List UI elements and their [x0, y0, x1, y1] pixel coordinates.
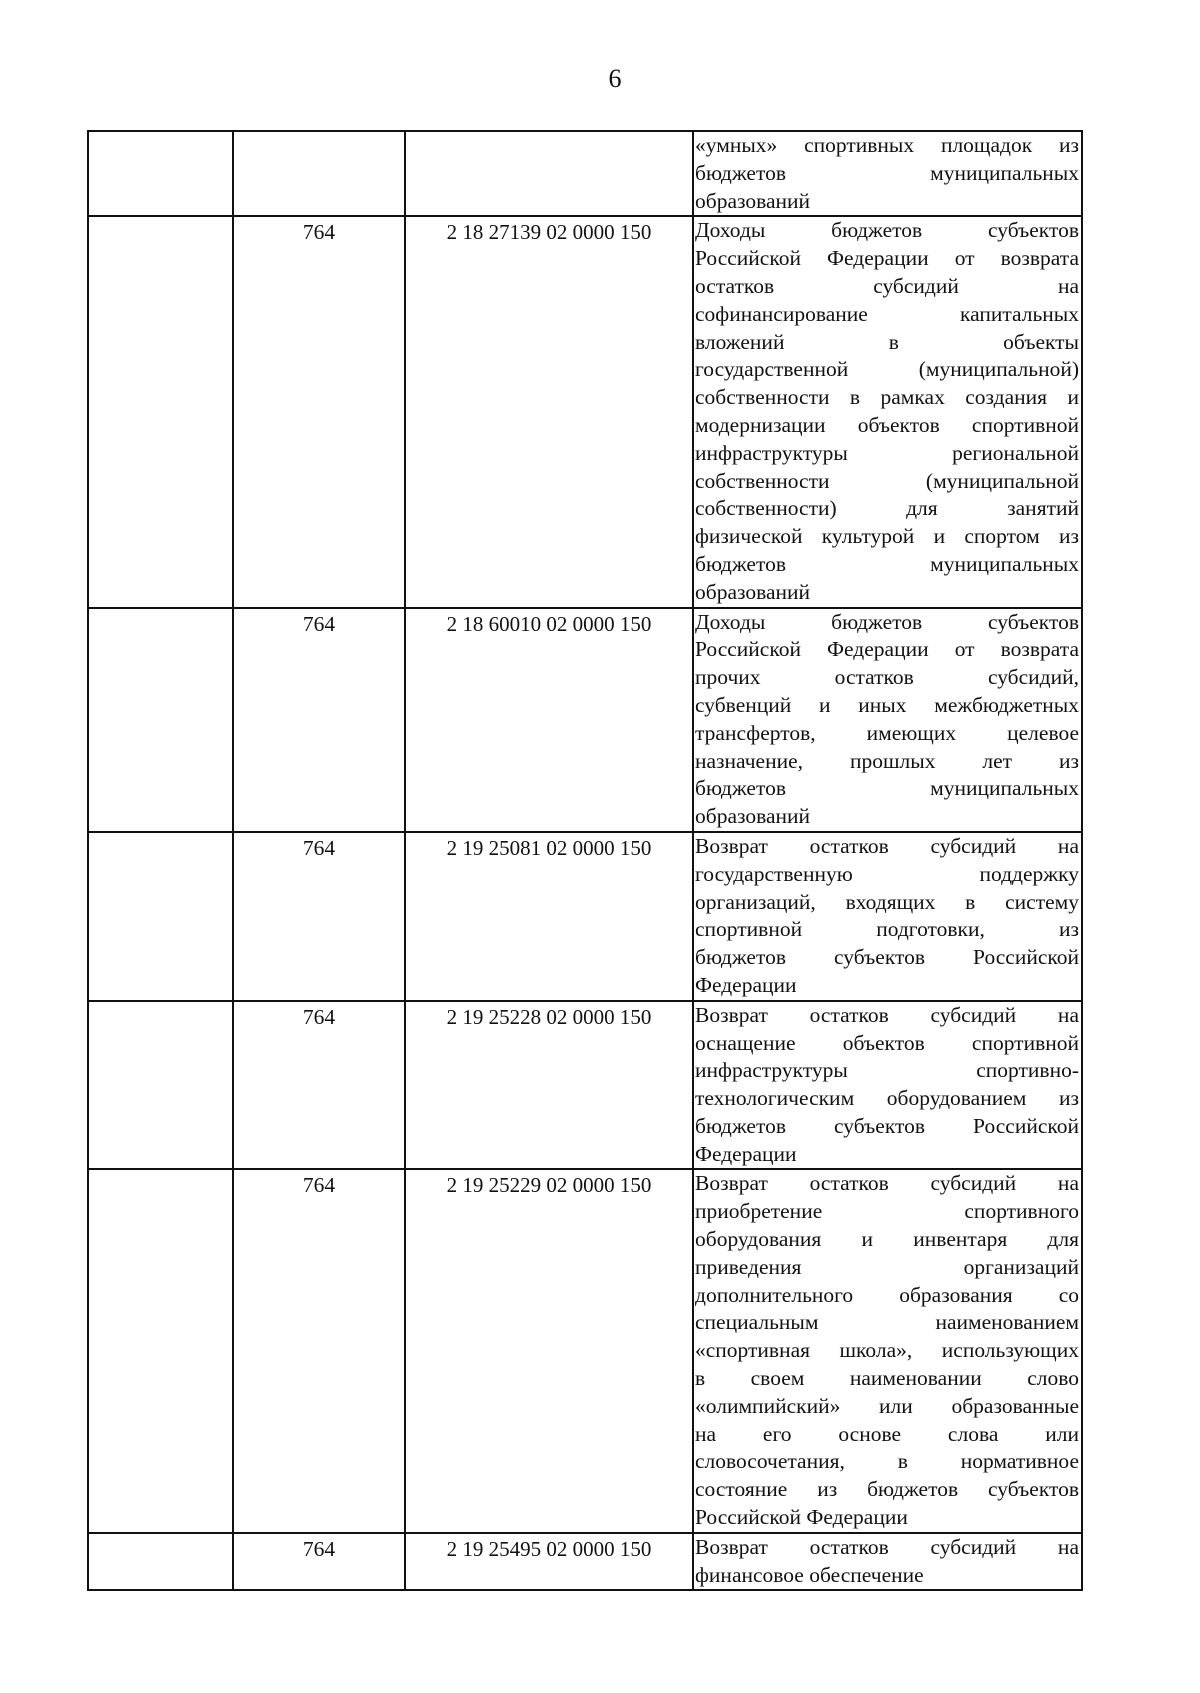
- description-line: Российской Федерации от возврата: [695, 637, 1079, 662]
- description-line: приобретение спортивного: [695, 1199, 1079, 1224]
- budget-code-cell: 2 19 25495 02 0000 150: [405, 1533, 693, 1591]
- description-cell: [693, 1533, 1082, 1591]
- description-line: назначение, прошлых лет из: [695, 748, 1079, 773]
- description-line: бюджетов муниципальных: [695, 776, 1079, 801]
- empty-cell: [88, 1533, 233, 1591]
- description-line: вложений в объекты: [695, 329, 1079, 354]
- description-line: спортивной подготовки, из: [695, 917, 1079, 942]
- description-cell: [693, 1001, 1082, 1170]
- description-line: образований: [695, 188, 811, 213]
- admin-code-cell: 764: [233, 608, 405, 832]
- description-line: бюджетов муниципальных: [695, 551, 1079, 576]
- description-line: Российской Федерации от возврата: [695, 246, 1079, 271]
- description-line: Возврат остатков субсидий на: [695, 1534, 1079, 1559]
- admin-code-cell: [233, 131, 405, 216]
- table-body: [88, 131, 1082, 1590]
- description-line: образований: [695, 579, 811, 604]
- page-number: 6: [608, 64, 622, 93]
- description-line: софинансирование капитальных: [695, 301, 1079, 326]
- description-line: Федерации: [695, 1141, 797, 1166]
- table-row: [88, 1169, 1082, 1532]
- budget-codes-table: [87, 130, 1083, 1591]
- description-cell: [693, 131, 1082, 216]
- admin-code-cell: 764: [233, 1001, 405, 1170]
- admin-code-cell: 764: [233, 832, 405, 1001]
- description-line: инфраструктуры спортивно-: [695, 1058, 1079, 1083]
- empty-cell: [88, 131, 233, 216]
- description-line: приведения организаций: [695, 1254, 1079, 1279]
- description-line: собственности) для занятий: [695, 496, 1079, 521]
- table-row: [88, 832, 1082, 1001]
- description-line: Возврат остатков субсидий на: [695, 1002, 1079, 1027]
- budget-code-cell: 2 19 25081 02 0000 150: [405, 832, 693, 1001]
- description-line: «олимпийский» или образованные: [695, 1393, 1079, 1418]
- description-line: «умных» спортивных площадок из: [695, 133, 1079, 157]
- description-line: остатков субсидий на: [695, 273, 1079, 298]
- description-line: технологическим оборудованием из: [695, 1086, 1079, 1111]
- description-line: Доходы бюджетов субъектов: [695, 609, 1079, 634]
- description-line: государственной (муниципальной): [695, 357, 1079, 382]
- budget-code-cell: [405, 131, 693, 216]
- description-line: Российской Федерации: [695, 1505, 908, 1530]
- description-line: трансфертов, имеющих целевое: [695, 720, 1079, 745]
- description-line: Возврат остатков субсидий на: [695, 833, 1079, 858]
- description-line: оборудования и инвентаря для: [695, 1227, 1079, 1252]
- description-line: инфраструктуры региональной: [695, 440, 1079, 465]
- table-row: [88, 131, 1082, 216]
- description-line: прочих остатков субсидий,: [695, 665, 1079, 690]
- empty-cell: [88, 216, 233, 607]
- description-line: «спортивная школа», использующих: [695, 1338, 1079, 1363]
- budget-code-cell: 2 18 60010 02 0000 150: [405, 608, 693, 832]
- description-line: образований: [695, 804, 811, 829]
- description-line: бюджетов муниципальных: [695, 160, 1079, 185]
- description-cell: [693, 216, 1082, 607]
- table-row: [88, 216, 1082, 607]
- table-row: [88, 1001, 1082, 1170]
- description-line: государственную поддержку: [695, 861, 1079, 886]
- admin-code-cell: 764: [233, 216, 405, 607]
- description-line: собственности (муниципальной: [695, 468, 1079, 493]
- description-line: бюджетов субъектов Российской: [695, 945, 1079, 970]
- description-line: оснащение объектов спортивной: [695, 1030, 1079, 1055]
- description-line: собственности в рамках создания и: [695, 385, 1079, 410]
- description-line: финансовое обеспечение: [695, 1562, 924, 1587]
- description-line: модернизации объектов спортивной: [695, 412, 1079, 437]
- description-line: бюджетов субъектов Российской: [695, 1113, 1079, 1138]
- admin-code-cell: 764: [233, 1169, 405, 1532]
- admin-code-cell: 764: [233, 1533, 405, 1591]
- description-cell: [693, 608, 1082, 832]
- description-line: Возврат остатков субсидий на: [695, 1171, 1079, 1196]
- description-line: на его основе слова или: [695, 1421, 1079, 1446]
- budget-code-cell: 2 18 27139 02 0000 150: [405, 216, 693, 607]
- table-row: [88, 1533, 1082, 1591]
- description-line: субвенций и иных межбюджетных: [695, 692, 1079, 717]
- description-line: организаций, входящих в систему: [695, 889, 1079, 914]
- description-line: Доходы бюджетов субъектов: [695, 218, 1079, 243]
- description-line: словосочетания, в нормативное: [695, 1449, 1079, 1474]
- table-row: [88, 608, 1082, 832]
- description-cell: [693, 1169, 1082, 1532]
- description-line: в своем наименовании слово: [695, 1366, 1079, 1391]
- empty-cell: [88, 1169, 233, 1532]
- description-line: Федерации: [695, 972, 797, 997]
- description-line: состояние из бюджетов субъектов: [695, 1477, 1079, 1502]
- description-line: физической культурой и спортом из: [695, 524, 1079, 549]
- budget-code-cell: 2 19 25228 02 0000 150: [405, 1001, 693, 1170]
- description-line: специальным наименованием: [695, 1310, 1079, 1335]
- empty-cell: [88, 608, 233, 832]
- empty-cell: [88, 832, 233, 1001]
- description-cell: [693, 832, 1082, 1001]
- description-line: дополнительного образования со: [695, 1282, 1079, 1307]
- empty-cell: [88, 1001, 233, 1170]
- budget-code-cell: 2 19 25229 02 0000 150: [405, 1169, 693, 1532]
